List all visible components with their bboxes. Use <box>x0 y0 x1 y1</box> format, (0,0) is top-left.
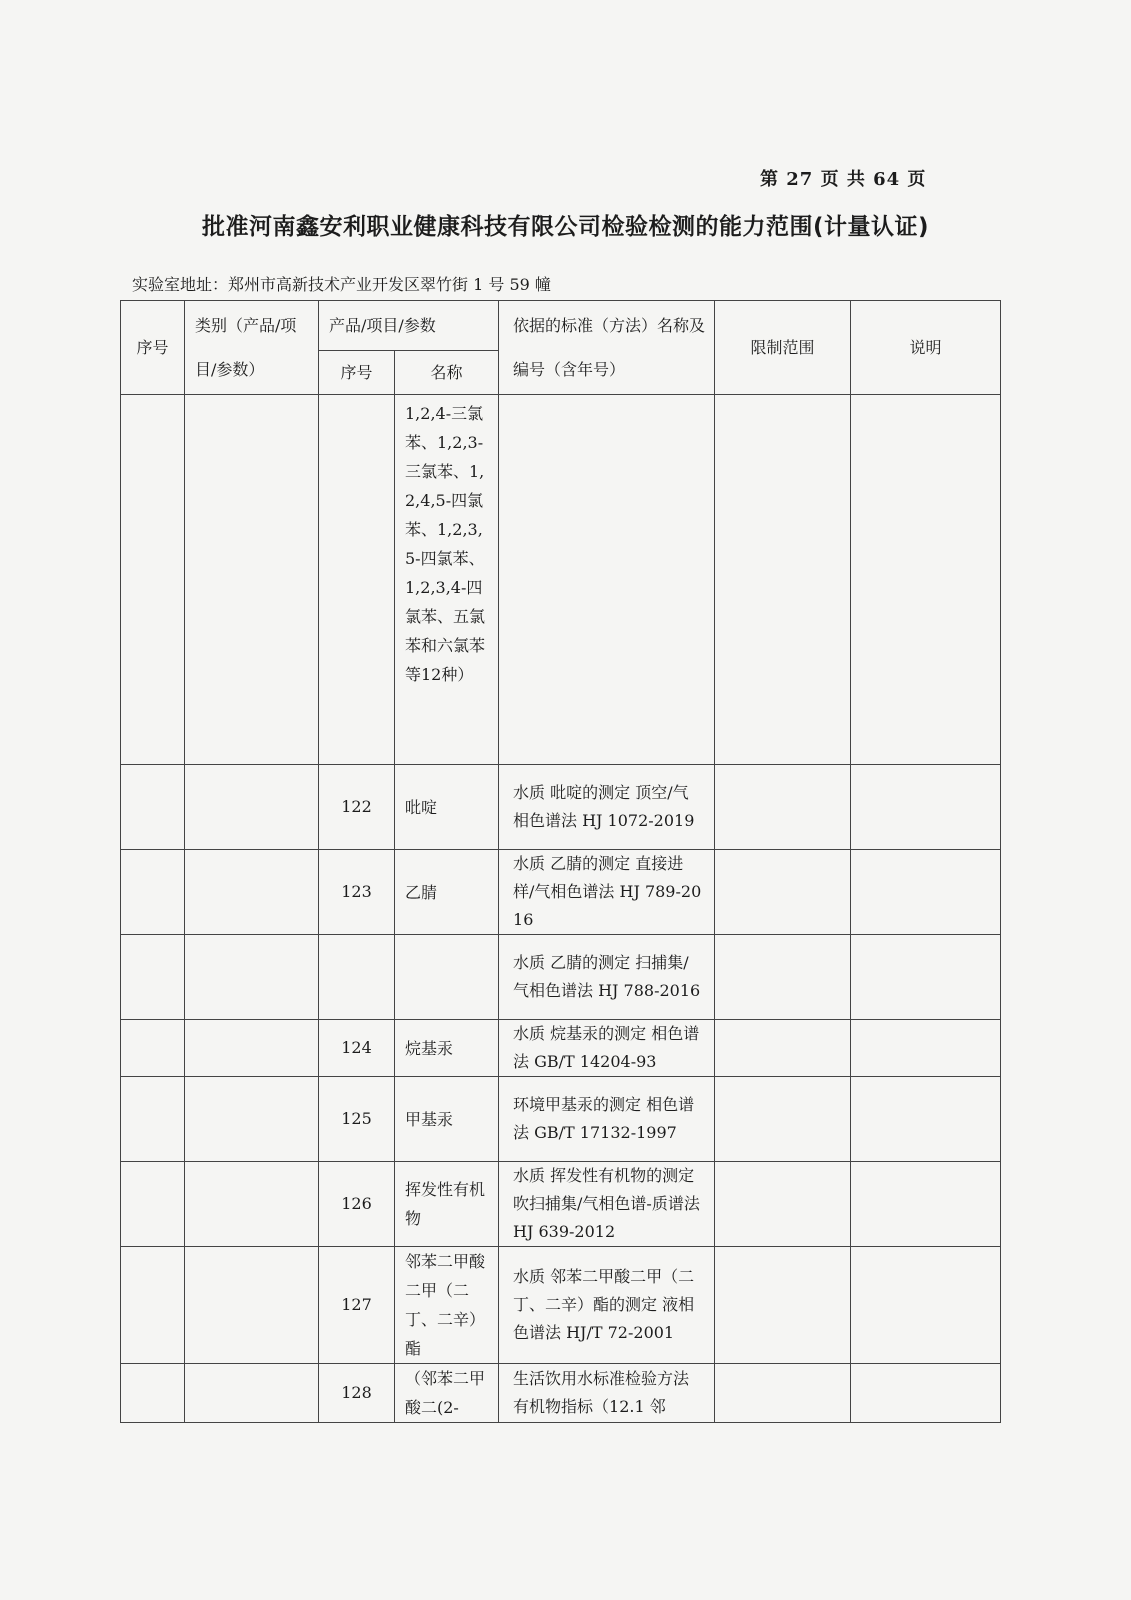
header-seq: 序号 <box>121 301 185 395</box>
cell-category <box>185 1020 319 1077</box>
lab-address: 实验室地址：郑州市高新技术产业开发区翠竹街 1 号 59 幢 <box>132 275 551 294</box>
capability-table <box>120 300 1001 1423</box>
cell-standard: 水质 烷基汞的测定 相色谱法 GB/T 14204-93 <box>499 1020 715 1077</box>
cell-standard: 生活饮用水标准检验方法有机物指标（12.1 邻 <box>499 1364 715 1423</box>
table-row <box>121 850 1001 935</box>
cell-no: 126 <box>319 1162 395 1247</box>
cell-note <box>851 1020 1001 1077</box>
cell-note <box>851 765 1001 850</box>
cell-seq <box>121 1247 185 1364</box>
header-product-name: 名称 <box>395 351 499 395</box>
table-row <box>121 1247 1001 1364</box>
cell-note <box>851 935 1001 1020</box>
header-product-seq: 序号 <box>319 351 395 395</box>
cell-category <box>185 395 319 765</box>
cell-no <box>319 935 395 1020</box>
cell-name: 挥发性有机物 <box>395 1162 499 1247</box>
cell-standard: 水质 乙腈的测定 直接进样/气相色谱法 HJ 789-2016 <box>499 850 715 935</box>
cell-limit <box>715 850 851 935</box>
cell-limit <box>715 1162 851 1247</box>
cell-limit <box>715 935 851 1020</box>
cell-seq <box>121 935 185 1020</box>
table-row <box>121 395 1001 765</box>
table-body <box>121 395 1001 1423</box>
cell-limit <box>715 1364 851 1423</box>
cell-name: 吡啶 <box>395 765 499 850</box>
cell-category <box>185 765 319 850</box>
cell-category <box>185 850 319 935</box>
cell-limit <box>715 1020 851 1077</box>
table-row <box>121 1020 1001 1077</box>
cell-seq <box>121 395 185 765</box>
cell-seq <box>121 1364 185 1423</box>
cell-limit <box>715 395 851 765</box>
header-category: 类别（产品/项目/参数） <box>185 301 319 395</box>
cell-name: 1,2,4-三氯苯、1,2,3-三氯苯、1,2,4,5-四氯苯、1,2,3,5-四氯苯、1,2,3,4-四氯苯、五氯苯和六氯苯等12种） <box>395 395 499 765</box>
cell-category <box>185 935 319 1020</box>
table-row <box>121 935 1001 1020</box>
cell-limit <box>715 1077 851 1162</box>
cell-no <box>319 395 395 765</box>
cell-seq <box>121 850 185 935</box>
cell-no: 125 <box>319 1077 395 1162</box>
cell-seq <box>121 1077 185 1162</box>
cell-seq <box>121 765 185 850</box>
page-number: 第 27 页 共 64 页 <box>760 169 927 190</box>
cell-note <box>851 395 1001 765</box>
header-standard: 依据的标准（方法）名称及编号（含年号） <box>499 301 715 395</box>
table-row <box>121 1364 1001 1423</box>
cell-standard: 水质 邻苯二甲酸二甲（二丁、二辛）酯的测定 液相色谱法 HJ/T 72-2001 <box>499 1247 715 1364</box>
cell-note <box>851 850 1001 935</box>
cell-standard: 水质 乙腈的测定 扫捕集/气相色谱法 HJ 788-2016 <box>499 935 715 1020</box>
cell-category <box>185 1364 319 1423</box>
cell-seq <box>121 1020 185 1077</box>
cell-note <box>851 1162 1001 1247</box>
header-note: 说明 <box>851 301 1001 395</box>
cell-note <box>851 1364 1001 1423</box>
cell-no: 127 <box>319 1247 395 1364</box>
cell-name: 烷基汞 <box>395 1020 499 1077</box>
table-row <box>121 765 1001 850</box>
cell-no: 123 <box>319 850 395 935</box>
cell-standard: 水质 吡啶的测定 顶空/气相色谱法 HJ 1072-2019 <box>499 765 715 850</box>
cell-standard <box>499 395 715 765</box>
cell-category <box>185 1077 319 1162</box>
cell-name: 乙腈 <box>395 850 499 935</box>
cell-name <box>395 935 499 1020</box>
capability-table-wrapper <box>120 300 1000 1423</box>
cell-category <box>185 1247 319 1364</box>
cell-category <box>185 1162 319 1247</box>
cell-note <box>851 1247 1001 1364</box>
table-header <box>121 301 1001 395</box>
cell-no: 122 <box>319 765 395 850</box>
table-row <box>121 1077 1001 1162</box>
cell-name: 邻苯二甲酸二甲（二丁、二辛）酯 <box>395 1247 499 1364</box>
cell-name: （邻苯二甲酸二(2- <box>395 1364 499 1423</box>
cell-note <box>851 1077 1001 1162</box>
cell-limit <box>715 765 851 850</box>
cell-limit <box>715 1247 851 1364</box>
cell-no: 128 <box>319 1364 395 1423</box>
table-row <box>121 1162 1001 1247</box>
cell-standard: 环境甲基汞的测定 相色谱法 GB/T 17132-1997 <box>499 1077 715 1162</box>
header-product-group: 产品/项目/参数 <box>319 301 499 351</box>
cell-no: 124 <box>319 1020 395 1077</box>
document-title: 批准河南鑫安利职业健康科技有限公司检验检测的能力范围(计量认证) <box>201 214 930 240</box>
cell-name: 甲基汞 <box>395 1077 499 1162</box>
cell-seq <box>121 1162 185 1247</box>
header-limit: 限制范围 <box>715 301 851 395</box>
cell-standard: 水质 挥发性有机物的测定 吹扫捕集/气相色谱-质谱法 HJ 639-2012 <box>499 1162 715 1247</box>
